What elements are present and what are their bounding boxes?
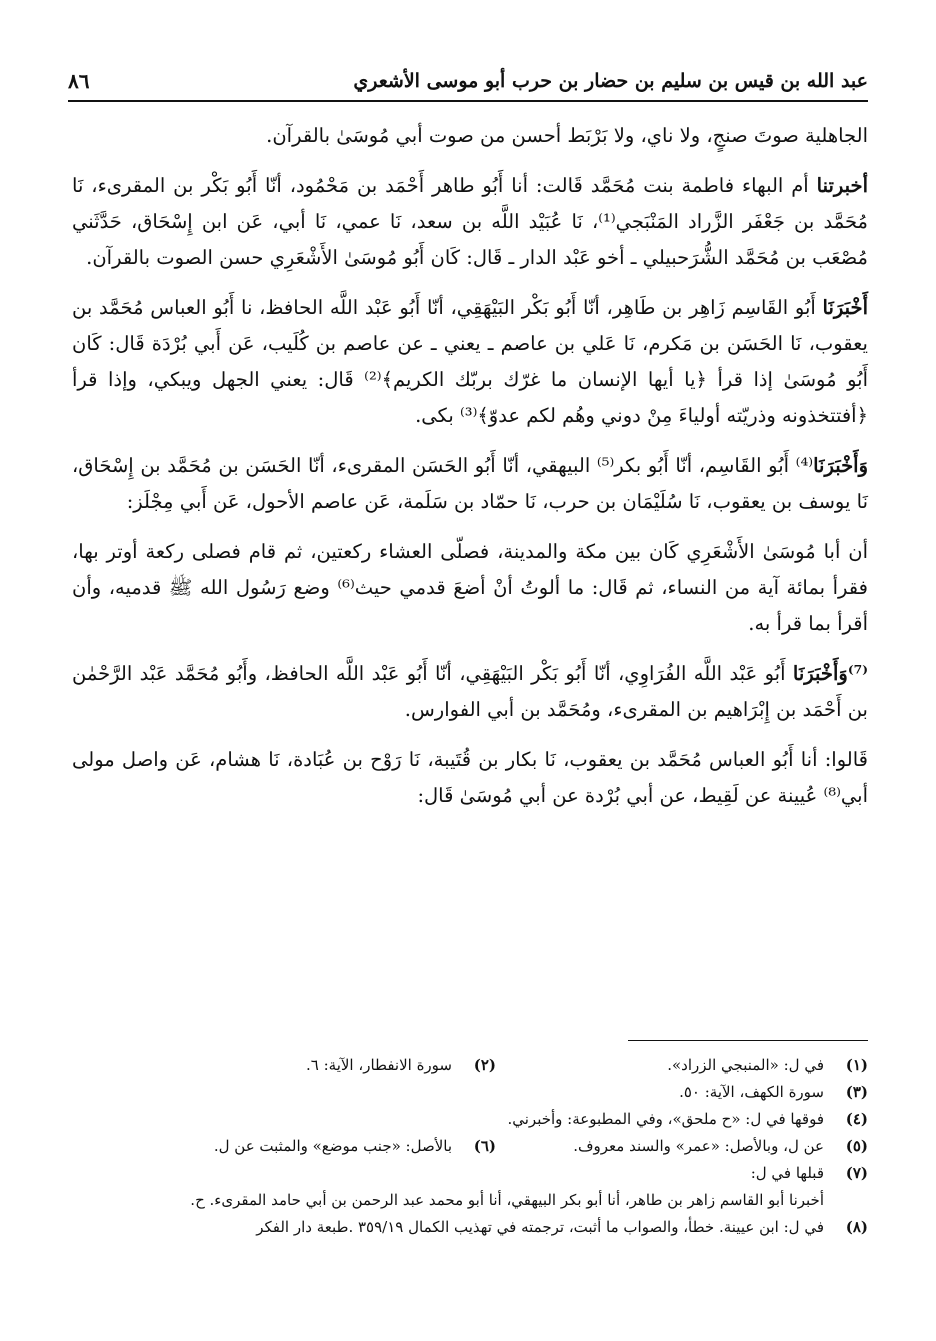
footnote-number: (٤) [845, 1110, 868, 1128]
footnote-row [72, 1160, 868, 1187]
page-number: ٨٦ [68, 69, 90, 93]
paragraph [72, 534, 868, 642]
footnote [508, 1052, 868, 1079]
footnote-number: (٦) [473, 1137, 496, 1155]
footnote [214, 1133, 496, 1160]
footnote-number: (٣) [845, 1083, 868, 1101]
paragraph [72, 118, 868, 154]
footnote [256, 1214, 868, 1241]
paragraph-text: أم البهاء فاطمة بنت مُحَمَّد قَالت: أنا أَبُو طاهر أَحْمَد بن مَحْمُود، أنّا أَبُو بَكْر بن المقرىء، نَا مُحَمَّد بن جَعْفَر الزَّراد المَنْبَجي⁽¹⁾، نَا عُبَيْد اللَّه بن سعد، نَا عمي، نَا أبي، عَن ابن إِسْحَاق، حَدَّثَني مُصْعَب بن مُحَمَّد الشُّرَحبيلي ـ أخو عَبْد الدار ـ قَال: كَان أَبُو مُوسَىٰ الأَشْعَرِي حسن الصوت بالقرآن. [72, 174, 868, 269]
paragraph [72, 656, 868, 728]
footnote-number: (٥) [845, 1137, 868, 1155]
paragraph-text: ⁽⁴⁾ أَبُو القَاسِم، أنّا أَبُو بكر⁽⁵⁾ البيهقي، أنّا أَبُو الحَسَن المقرىء، أنّا الحَسَن بن مُحَمَّد بن إِسْحَاق، نَا يوسف بن يعقوب، نَا سُلَيْمَان بن حرب، نَا حمّاد بن سَلَمة، عَن عاصم الأحول، عَن أَبي مِجْلَز: [72, 454, 868, 513]
footnote-text: قبلها في ل: [750, 1164, 824, 1182]
paragraph-lead-word: وَأَخْبَرَنَا [813, 454, 868, 477]
footnote-separator [628, 1040, 868, 1041]
paragraph-lead-word: ⁽⁷⁾وَأَخْبَرَنَا [792, 662, 868, 685]
footnote-text: فوقها في ل: «ح ملحق»، وفي المطبوعة: وأخبرني. [507, 1110, 824, 1128]
paragraph [72, 168, 868, 276]
footnote-text: سورة الكهف، الآية: ٥٠. [679, 1083, 824, 1101]
footnote-row [72, 1052, 868, 1079]
paragraph-text: قَالوا: أنا أَبُو العباس مُحَمَّد بن يعقوب، نَا بكار بن قُتَيبة، نَا رَوْح بن عُبَادة، نَا هشام، عَن واصل مولى أبي⁽⁸⁾ عُيينة عن لَقِيط، عن أبي بُرْدة عن أبي مُوسَىٰ قَال: [72, 748, 868, 807]
footnote-row [72, 1106, 868, 1133]
footnote-continuation: أخبرنا أبو القاسم زاهر بن طاهر، أنا أبو بكر البيهقي، أنا أبو محمد عبد الرحمن بن أبي حامد المقرىء. ح. [190, 1191, 824, 1209]
paragraph-text: أن أبا مُوسَىٰ الأَشْعَرِي كَان بين مكة والمدينة، فصلّى العشاء ركعتين، ثم قام فصلى ركعة أوتر بها، فقرأ بمائة آية من النساء، ثم قَال: ما ألوتُ أنْ أضعَ قدمي حيث⁽⁶⁾ وضع رَسُول الله ﷺ قدميه، وأن أقرأ بما قرأ به. [72, 540, 868, 635]
paragraph-text: أَبُو عَبْد اللَّه الفُرَاوِي، أنّا أَبُو بَكْر البَيْهَقِي، أنّا أَبُو عَبْد اللَّه الحافظ، وأَبُو مُحَمَّد عَبْد الرَّحْمٰن بن أَحْمَد بن إِبْرَاهيم بن المقرىء، ومُحَمَّد بن أبي الفوارس. [72, 662, 868, 721]
paragraph [72, 448, 868, 520]
footnote-row [72, 1079, 868, 1106]
footnote-text: سورة الانفطار، الآية: ٦. [305, 1056, 452, 1074]
footnote-number: (٨) [845, 1218, 868, 1236]
footnote-number: (٧) [845, 1164, 868, 1182]
footnote [508, 1133, 868, 1160]
footnote-row [72, 1214, 868, 1241]
main-text [72, 118, 868, 828]
page-header [68, 62, 868, 102]
footnote-number: (١) [845, 1056, 868, 1074]
paragraph [72, 742, 868, 814]
footnote-text: في ل: ابن عيينة. خطأ، والصواب ما أثبت، ترجمته في تهذيب الكمال ٣٥٩/١٩ .طبعة دار الفكر [256, 1218, 824, 1236]
footnote-row [72, 1133, 868, 1160]
paragraph [72, 290, 868, 434]
footnotes [72, 1052, 868, 1241]
paragraph-lead-word: أَخْبَرَنَا [822, 296, 868, 319]
paragraph-text: أَبُو القَاسِم زَاهِر بن طَاهِر، أنّا أَبُو بَكْر البَيْهَقِي، أنّا أَبُو عَبْد اللَّه الحافظ، نا أَبُو العباس مُحَمَّد بن يعقوب، نَا الحَسَن بن مَكرم، نَا عَلي بن عاصم ـ يعني ـ عن عاصم بن كُلَيب، عَن أَبي بُرْدَة قَال: كَان أَبُو مُوسَىٰ إذا قرأ ﴿يا أيها الإنسان ما غرّك بربّك الكريم﴾⁽²⁾ قَال: يعني الجهل ويبكي، وإذا قرأ ﴿أفتتخذونه وذريّته أولياءَ مِنْ دوني وهُم لكم عدوّ﴾⁽³⁾ بكى. [72, 296, 868, 427]
running-title: عبد الله بن قيس بن سليم بن حضار بن حرب أبو موسى الأشعري [353, 70, 868, 92]
footnote [306, 1052, 496, 1079]
paragraph-lead-word: أخبرتنا [816, 174, 868, 197]
footnote [507, 1106, 868, 1133]
footnote [508, 1079, 868, 1106]
paragraph-text: الجاهلية صوتَ صنجٍ، ولا ناي، ولا بَرْبَط أحسن من صوت أبي مُوسَىٰ بالقرآن. [266, 124, 868, 147]
footnote-text: عن ل، وبالأصل: «عمر» والسند معروف. [573, 1137, 824, 1155]
footnote-text: بالأصل: «جنب موضع» والمثبت عن ل. [213, 1137, 452, 1155]
footnote [508, 1160, 868, 1187]
footnote-number: (٢) [473, 1056, 496, 1074]
footnote-text: في ل: «المنبجي الزراد». [667, 1056, 824, 1074]
